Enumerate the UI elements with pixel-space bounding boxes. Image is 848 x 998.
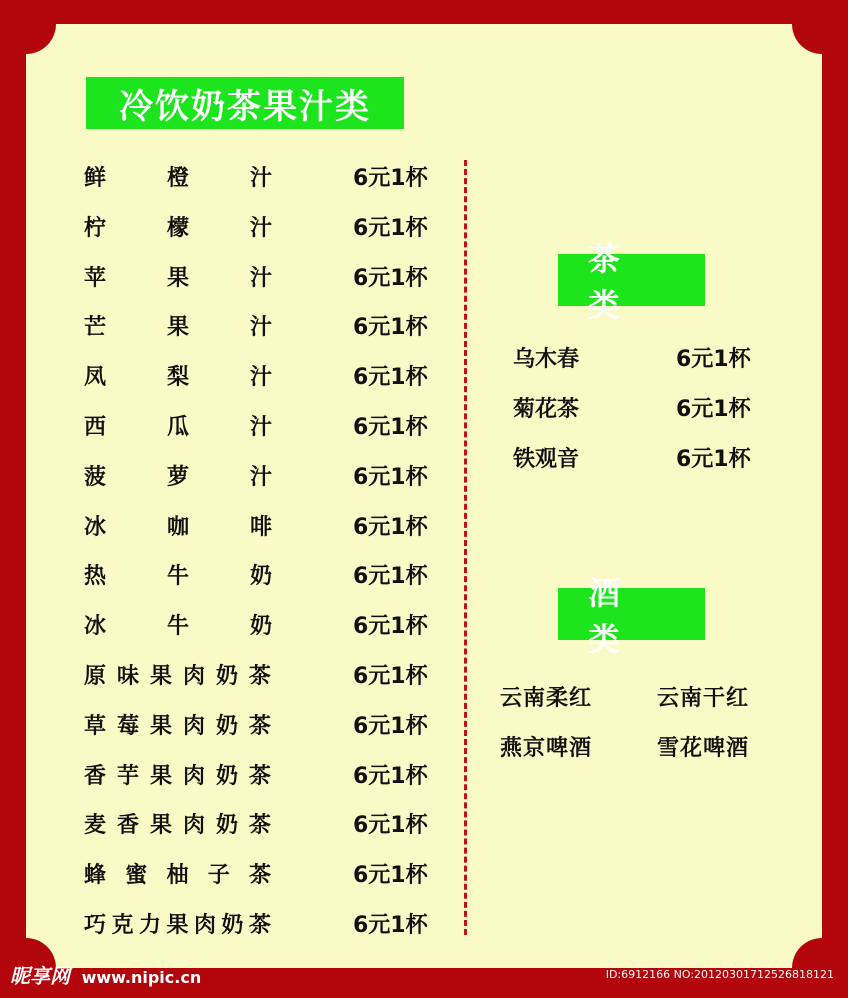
corner-notch bbox=[0, 0, 56, 54]
menu-item-name: 草 莓 果 肉 奶 茶 bbox=[84, 713, 272, 739]
wine-item: 云南干红 bbox=[657, 686, 750, 711]
menu-item-price: 6元1杯 bbox=[353, 514, 428, 540]
menu-item-price: 6元1杯 bbox=[353, 664, 428, 689]
menu-panel bbox=[26, 24, 822, 968]
tea-item-name: 铁观音 bbox=[513, 447, 580, 472]
menu-item-name: 巧 克 力 果 肉 奶 茶 bbox=[84, 913, 272, 938]
tea-item-price: 6元1杯 bbox=[676, 397, 751, 422]
tea-item-price: 6元1杯 bbox=[676, 447, 751, 472]
menu-item-price: 6元1杯 bbox=[353, 713, 428, 739]
menu-item-name: 冰 咖 啡 bbox=[84, 514, 272, 540]
menu-item-name: 苹 果 汁 bbox=[84, 265, 272, 291]
watermark-site: www.nipic.cn bbox=[81, 968, 202, 987]
menu-item-price: 6元1杯 bbox=[353, 564, 428, 590]
menu-item-price: 6元1杯 bbox=[353, 265, 428, 291]
wine-item: 雪花啤酒 bbox=[657, 736, 750, 761]
menu-item-name: 香 芋 果 肉 奶 茶 bbox=[84, 763, 272, 789]
watermark-logo bbox=[10, 960, 201, 989]
menu-item-name: 西 瓜 汁 bbox=[84, 415, 272, 440]
column-divider bbox=[464, 160, 467, 935]
tea-item-price: 6元1杯 bbox=[676, 347, 751, 372]
menu-item-name: 冰 牛 奶 bbox=[84, 614, 272, 640]
tea-header: 茶类 bbox=[558, 254, 705, 306]
menu-item-price: 6元1杯 bbox=[353, 614, 428, 640]
watermark-id: ID:6912166 NO:20120301712526818121 bbox=[605, 968, 834, 981]
menu-item-name: 蜂 蜜 柚 子 茶 bbox=[84, 863, 272, 889]
menu-item-name: 柠 檬 汁 bbox=[84, 215, 272, 241]
menu-item-price: 6元1杯 bbox=[353, 913, 428, 938]
wine-item: 云南柔红 bbox=[500, 686, 593, 711]
menu-item-price: 6元1杯 bbox=[353, 763, 428, 789]
wine-item: 燕京啤酒 bbox=[500, 736, 593, 761]
menu-item-price: 6元1杯 bbox=[353, 813, 428, 839]
menu-item-name: 芒 果 汁 bbox=[84, 315, 272, 341]
menu-item-price: 6元1杯 bbox=[353, 863, 428, 889]
menu-item-name: 麦 香 果 肉 奶 茶 bbox=[84, 813, 272, 839]
menu-item-price: 6元1杯 bbox=[353, 166, 428, 191]
menu-item-price: 6元1杯 bbox=[353, 315, 428, 341]
tea-item-name: 菊花茶 bbox=[513, 397, 580, 422]
menu-item-price: 6元1杯 bbox=[353, 365, 428, 391]
corner-notch bbox=[792, 0, 848, 54]
menu-item-price: 6元1杯 bbox=[353, 464, 428, 490]
watermark-logo-text: 昵享网 bbox=[10, 964, 70, 988]
menu-item-name: 菠 萝 汁 bbox=[84, 464, 272, 490]
menu-item-name: 原 味 果 肉 奶 茶 bbox=[84, 664, 272, 689]
cold-drinks-header: 冷饮奶茶果汁类 bbox=[86, 77, 404, 129]
menu-item-name: 凤 梨 汁 bbox=[84, 365, 272, 391]
menu-item-name: 热 牛 奶 bbox=[84, 564, 272, 590]
menu-item-price: 6元1杯 bbox=[353, 415, 428, 440]
menu-item-name: 鲜 橙 汁 bbox=[84, 166, 272, 191]
tea-item-name: 乌木春 bbox=[513, 347, 580, 372]
wine-header: 酒类 bbox=[558, 588, 705, 640]
menu-item-price: 6元1杯 bbox=[353, 215, 428, 241]
